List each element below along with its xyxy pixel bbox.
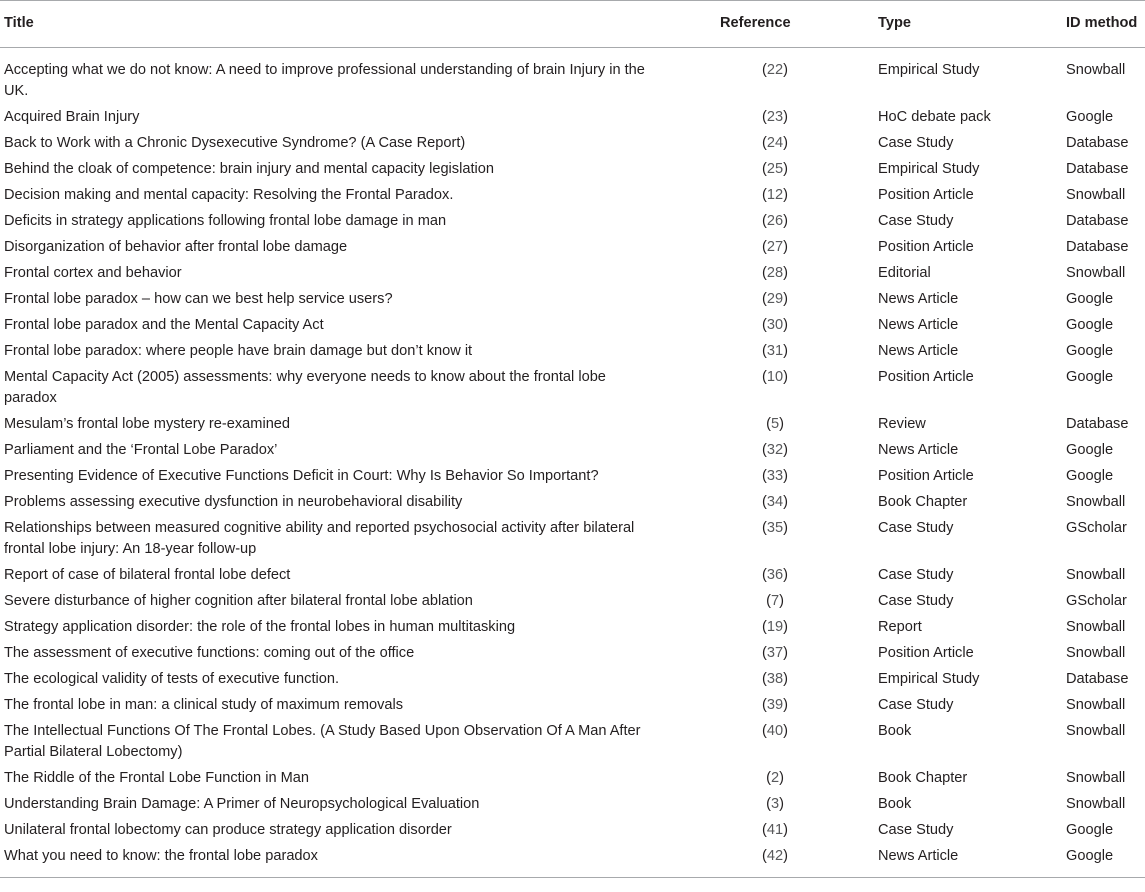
cell-id-method: Snowball — [1066, 796, 1126, 812]
cell-id-method: Google — [1066, 848, 1114, 864]
cell-type: News Article — [878, 848, 959, 864]
reference-number-link[interactable]: 36 — [766, 567, 784, 583]
reference-number-link[interactable]: 39 — [766, 697, 784, 713]
cell-type: Case Study — [878, 567, 954, 583]
table-row — [0, 818, 1145, 844]
table-row — [0, 412, 1145, 438]
cell-type: Position Article — [878, 645, 974, 661]
cell-title: Deficits in strategy applications following frontal lobe damage in man — [4, 213, 447, 229]
cell-title: Parliament and the ‘Frontal Lobe Paradox’ — [4, 442, 278, 458]
cell-title: Strategy application disorder: the role of the frontal lobes in human multitasking — [4, 619, 516, 635]
reference-number-link[interactable]: 5 — [770, 416, 780, 432]
cell-reference: (37) — [762, 645, 788, 661]
table-row — [0, 563, 1145, 589]
cell-title: Understanding Brain Damage: A Primer of Neuropsychological Evaluation — [4, 796, 480, 812]
cell-type: Case Study — [878, 593, 954, 609]
reference-number-link[interactable]: 24 — [766, 135, 784, 151]
cell-title: Behind the cloak of competence: brain injury and mental capacity legislation — [4, 161, 494, 177]
table-row — [0, 667, 1145, 693]
cell-title: Accepting what we do not know: A need to improve professional understanding of brain Injury in the UK. — [4, 62, 645, 99]
cell-id-method: Google — [1066, 317, 1114, 333]
cell-type: Case Study — [878, 822, 954, 838]
cell-id-method: Database — [1066, 416, 1129, 432]
cell-id-method: Google — [1066, 109, 1114, 125]
cell-id-method: GScholar — [1066, 593, 1127, 609]
cell-title: Frontal lobe paradox – how can we best help service users? — [4, 291, 393, 307]
table-row — [0, 438, 1145, 464]
cell-type: Empirical Study — [878, 161, 980, 177]
cell-reference: (10) — [762, 369, 788, 385]
cell-reference: (22) — [762, 62, 788, 78]
reference-number-link[interactable]: 25 — [766, 161, 784, 177]
cell-id-method: Google — [1066, 468, 1114, 484]
cell-id-method: Google — [1066, 343, 1114, 359]
table-row — [0, 490, 1145, 516]
reference-number-link[interactable]: 40 — [766, 723, 784, 739]
reference-number-link[interactable]: 38 — [766, 671, 784, 687]
cell-reference: (3) — [766, 796, 784, 812]
table-row — [0, 105, 1145, 131]
cell-reference: (34) — [762, 494, 788, 510]
cell-type: HoC debate pack — [878, 109, 991, 125]
cell-type: News Article — [878, 317, 959, 333]
cell-reference: (31) — [762, 343, 788, 359]
column-header-reference: Reference — [720, 15, 791, 31]
cell-reference: (5) — [766, 416, 784, 432]
table-row — [0, 339, 1145, 365]
cell-reference: (30) — [762, 317, 788, 333]
column-header-type: Type — [878, 15, 911, 31]
cell-title: Severe disturbance of higher cognition after bilateral frontal lobe ablation — [4, 593, 473, 609]
reference-number-link[interactable]: 33 — [766, 468, 784, 484]
cell-id-method: Database — [1066, 135, 1129, 151]
cell-title: The Intellectual Functions Of The Frontal Lobes. (A Study Based Upon Observation Of A Man After Partial Bilateral Lobectomy) — [4, 723, 641, 760]
cell-reference: (24) — [762, 135, 788, 151]
cell-id-method: Snowball — [1066, 494, 1126, 510]
reference-number-link[interactable]: 37 — [766, 645, 784, 661]
cell-title: The Riddle of the Frontal Lobe Function in Man — [4, 770, 310, 786]
reference-number-link[interactable]: 23 — [766, 109, 784, 125]
table-row — [0, 766, 1145, 792]
cell-type: News Article — [878, 442, 959, 458]
cell-type: News Article — [878, 343, 959, 359]
reference-number-link[interactable]: 27 — [766, 239, 784, 255]
reference-number-link[interactable]: 29 — [766, 291, 784, 307]
table-row — [0, 209, 1145, 235]
cell-id-method: Google — [1066, 442, 1114, 458]
cell-reference: (36) — [762, 567, 788, 583]
cell-type: Book Chapter — [878, 770, 968, 786]
cell-reference: (39) — [762, 697, 788, 713]
table-row — [0, 48, 1145, 106]
cell-title: The frontal lobe in man: a clinical study of maximum removals — [4, 697, 404, 713]
cell-type: Case Study — [878, 135, 954, 151]
cell-type: Position Article — [878, 239, 974, 255]
cell-id-method: Google — [1066, 291, 1114, 307]
cell-id-method: GScholar — [1066, 520, 1127, 536]
reference-number-link[interactable]: 12 — [766, 187, 784, 203]
cell-type: Book — [878, 723, 912, 739]
cell-reference: (40) — [762, 723, 788, 739]
cell-type: Position Article — [878, 369, 974, 385]
cell-title: Mental Capacity Act (2005) assessments: why everyone needs to know about the frontal lobe paradox — [4, 369, 606, 406]
cell-reference: (27) — [762, 239, 788, 255]
cell-type: Case Study — [878, 213, 954, 229]
table-row — [0, 235, 1145, 261]
reference-number-link[interactable]: 10 — [766, 369, 784, 385]
reference-number-link[interactable]: 35 — [766, 520, 784, 536]
cell-reference: (12) — [762, 187, 788, 203]
reference-number-link[interactable]: 26 — [766, 213, 784, 229]
table-row — [0, 516, 1145, 563]
cell-title: The ecological validity of tests of executive function. — [4, 671, 340, 687]
cell-reference: (7) — [766, 593, 784, 609]
cell-title: Frontal cortex and behavior — [4, 265, 182, 281]
column-header-title: Title — [4, 15, 34, 31]
table-row — [0, 183, 1145, 209]
cell-id-method: Database — [1066, 671, 1129, 687]
table-row — [0, 792, 1145, 818]
cell-reference: (29) — [762, 291, 788, 307]
reference-number-link[interactable]: 28 — [766, 265, 784, 281]
reference-number-link[interactable]: 34 — [766, 494, 784, 510]
cell-type: Case Study — [878, 697, 954, 713]
cell-reference: (42) — [762, 848, 788, 864]
cell-reference: (32) — [762, 442, 788, 458]
table-row — [0, 844, 1145, 878]
reference-number-link[interactable]: 41 — [766, 822, 784, 838]
cell-title: What you need to know: the frontal lobe paradox — [4, 848, 318, 864]
cell-reference: (25) — [762, 161, 788, 177]
cell-id-method: Google — [1066, 822, 1114, 838]
cell-id-method: Snowball — [1066, 697, 1126, 713]
cell-title: Decision making and mental capacity: Resolving the Frontal Paradox. — [4, 187, 454, 203]
reference-number-link[interactable]: 30 — [766, 317, 784, 333]
cell-type: Empirical Study — [878, 671, 980, 687]
cell-id-method: Snowball — [1066, 265, 1126, 281]
cell-reference: (35) — [762, 520, 788, 536]
cell-reference: (41) — [762, 822, 788, 838]
reference-number-link[interactable]: 32 — [766, 442, 784, 458]
cell-title: Frontal lobe paradox: where people have brain damage but don’t know it — [4, 343, 473, 359]
cell-title: The assessment of executive functions: coming out of the office — [4, 645, 415, 661]
cell-reference: (33) — [762, 468, 788, 484]
cell-id-method: Google — [1066, 369, 1114, 385]
reference-number-link[interactable]: 22 — [766, 62, 784, 78]
table-row — [0, 693, 1145, 719]
reference-number-link[interactable]: 31 — [766, 343, 784, 359]
cell-type: Editorial — [878, 265, 931, 281]
cell-type: News Article — [878, 291, 959, 307]
table-row — [0, 287, 1145, 313]
cell-reference: (26) — [762, 213, 788, 229]
cell-id-method: Snowball — [1066, 187, 1126, 203]
table-row — [0, 157, 1145, 183]
cell-id-method: Snowball — [1066, 723, 1126, 739]
table-row — [0, 615, 1145, 641]
reference-number-link[interactable]: 2 — [770, 770, 780, 786]
table-row — [0, 261, 1145, 287]
cell-title: Frontal lobe paradox and the Mental Capacity Act — [4, 317, 324, 333]
cell-id-method: Snowball — [1066, 62, 1126, 78]
reference-number-link[interactable]: 19 — [766, 619, 784, 635]
table-row — [0, 464, 1145, 490]
cell-id-method: Snowball — [1066, 645, 1126, 661]
cell-title: Unilateral frontal lobectomy can produce strategy application disorder — [4, 822, 452, 838]
cell-title: Disorganization of behavior after frontal lobe damage — [4, 239, 348, 255]
cell-type: Case Study — [878, 520, 954, 536]
table-body — [0, 48, 1145, 878]
reference-number-link[interactable]: 3 — [770, 796, 780, 812]
reference-number-link[interactable]: 7 — [770, 593, 780, 609]
cell-type: Position Article — [878, 187, 974, 203]
cell-type: Empirical Study — [878, 62, 980, 78]
table-row — [0, 641, 1145, 667]
cell-type: Position Article — [878, 468, 974, 484]
cell-id-method: Snowball — [1066, 770, 1126, 786]
cell-title: Presenting Evidence of Executive Functions Deficit in Court: Why Is Behavior So Important? — [4, 468, 599, 484]
cell-reference: (2) — [766, 770, 784, 786]
table-header-row — [0, 1, 1145, 48]
cell-reference: (19) — [762, 619, 788, 635]
column-header-id-method: ID method — [1066, 15, 1138, 31]
cell-title: Acquired Brain Injury — [4, 109, 140, 125]
cell-title: Report of case of bilateral frontal lobe defect — [4, 567, 291, 583]
cell-id-method: Database — [1066, 213, 1129, 229]
cell-id-method: Database — [1066, 239, 1129, 255]
table-row — [0, 313, 1145, 339]
table-row — [0, 131, 1145, 157]
cell-id-method: Database — [1066, 161, 1129, 177]
cell-reference: (38) — [762, 671, 788, 687]
cell-title: Relationships between measured cognitive ability and reported psychosocial activity after bilateral frontal lobe injury: An 18-year follow-up — [4, 520, 635, 557]
cell-title: Back to Work with a Chronic Dysexecutive Syndrome? (A Case Report) — [4, 135, 466, 151]
cell-type: Book — [878, 796, 912, 812]
cell-type: Book Chapter — [878, 494, 968, 510]
cell-title: Mesulam’s frontal lobe mystery re-examined — [4, 416, 291, 432]
cell-reference: (28) — [762, 265, 788, 281]
table-row — [0, 365, 1145, 412]
reference-number-link[interactable]: 42 — [766, 848, 784, 864]
cell-type: Review — [878, 416, 926, 432]
cell-id-method: Snowball — [1066, 619, 1126, 635]
table-row — [0, 719, 1145, 766]
cell-id-method: Snowball — [1066, 567, 1126, 583]
cell-type: Report — [878, 619, 922, 635]
table-row — [0, 589, 1145, 615]
cell-title: Problems assessing executive dysfunction in neurobehavioral disability — [4, 494, 463, 510]
cell-reference: (23) — [762, 109, 788, 125]
